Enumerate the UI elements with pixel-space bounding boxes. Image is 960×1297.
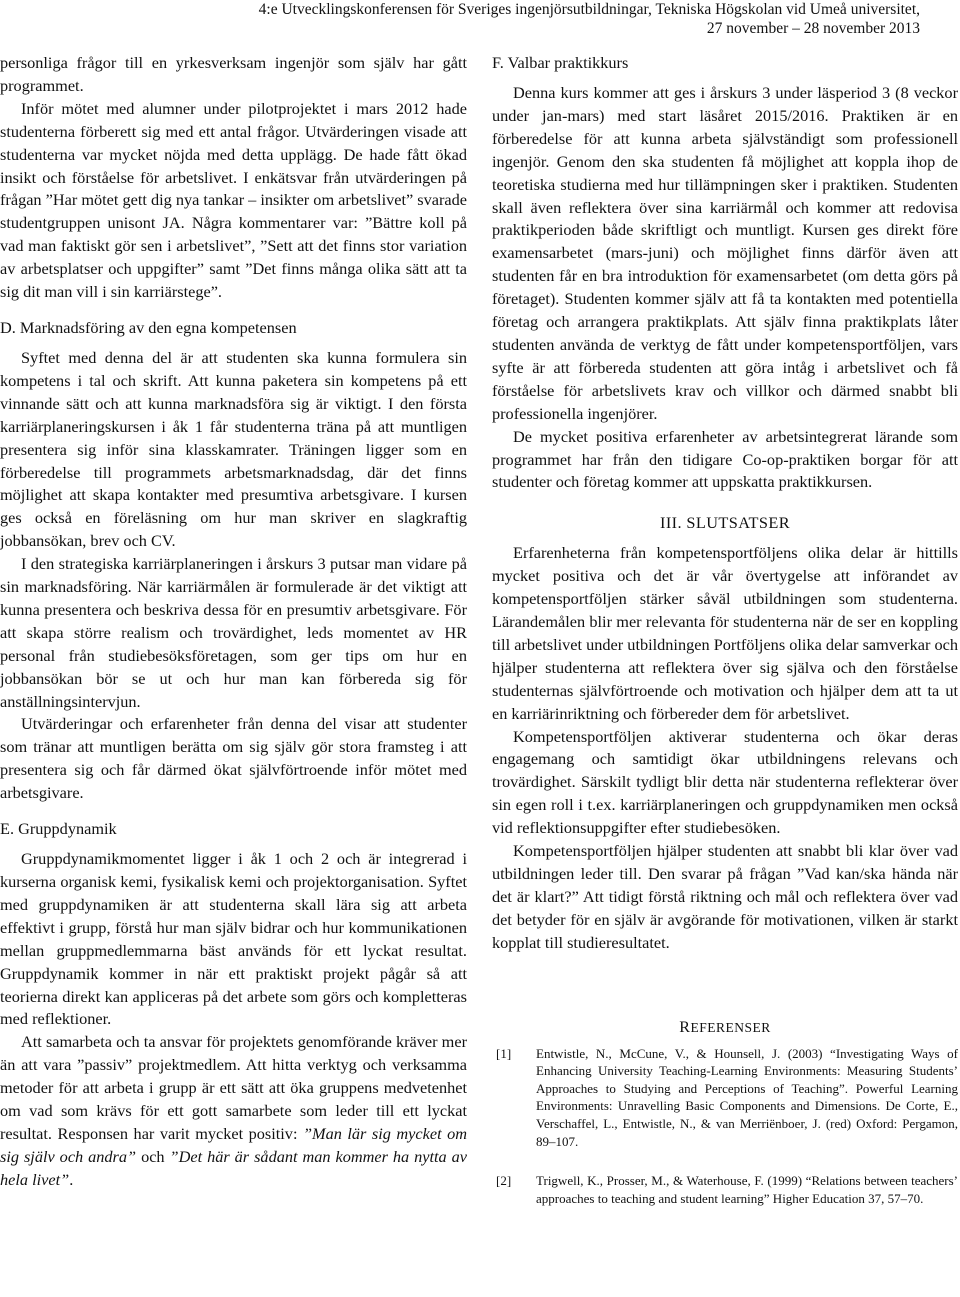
section-heading-conclusions: III. SLUTSATSER <box>660 513 790 533</box>
running-header <box>0 0 960 38</box>
quote-livet: ”Det här är sådant man kommer ha nytta av hela livet” <box>0 1146 467 1189</box>
left-column <box>0 52 467 1192</box>
paragraph-conclusions-2: Kompetensportföljen aktiverar studenterna och ökar deras engagemang och samtidigt ökar utbildningens relevans och trovärdighet. Särskilt tydligt blir detta när studenterna reflekterar över sin egen roll i t.ex. karriärplaneringen och gruppdynamiken men också vid reflektionsuppgifter efter studiebesöken. <box>492 726 958 838</box>
section-heading-e: E. Gruppdynamik <box>0 819 117 839</box>
reference-number: [2] <box>496 1173 512 1189</box>
reference-item <box>492 1045 958 1151</box>
paragraph-marketing-3: Utvärderingar och erfarenheter från denna del visar att studenter som tränar att muntligen berätta om sig själv gör stora framsteg i att presentera sig och får därmed ökat självförtroende inför mötet med arbetsgivare. <box>0 714 467 803</box>
paragraph-marketing-1: Syftet med denna del är att studenten ska kunna formulera sin kompetens i tal och skrift. Att kunna paketera sin kompetens på ett vinnande sätt och att kunna marknadsföra sig är viktigt. I den första karriärplaneringskursen i åk 1 får studenterna träna på att muntligen presentera sig inför sina klasskamrater. Träningen ligger som en förberedelse till programmets arbetsmarknadsdag, där det finns möjlighet att skapa kontakter med presumtiva arbetsgivare. I kursen ges också en föreläsning om hur man skriver en slagkraftig jobbansökan, brev och CV. <box>0 347 467 551</box>
paragraph-alumni-intro: personliga frågor till en yrkesverksam ingenjör som själv har gått programmet. <box>0 53 467 95</box>
paragraph-internship-1: Denna kurs kommer att ges i årskurs 3 under läsperiod 3 (8 veckor under jan-mars) med start läsåret 2015/2016. Praktiken är en förberedelse för att kunna arbeta självständigt som professionell ingenjör. Genom den ska studenten få möjlighet att koppla ihop de teoretiska studierna med hur tillämpningen sker i praktiken. Studenten skall även reflektera över sina karriärmål och kommer att redovisa praktikperioden både skriftligt och muntligt. Kursen ges direkt före examensarbetet (mars-juni) och möjlighet finns därför även att studenten får en bra introduktion för examensarbetet (om detta görs på företaget). Studenten kommer själv att få ta kontakten med potentiella företag och arrangera praktikplats. Att själv finna praktikplats låter studenten använda de verktyg de fått under kompetensportföljen, vars syfte är att förbereda studenten att göra intåg i arbetslivet och få förståelse för arbetslivets krav och villkor och därmed snabbt bli professionella ingenjörer. <box>492 83 958 423</box>
references-heading <box>492 1019 958 1037</box>
paragraph-conclusions-3: Kompetensportföljen hjälper studenten att snabbt bli klar över vad utbildningen leder till. Den svarar på frågan ”Vad kan/ska hända när det är klart?” Att tidigt förstå riktning och mål och reflektera över vad det betyder för en själv är avgörande för motivationen, vilken är starkt kopplat till studieresultatet. <box>492 841 958 952</box>
quote-andra: ”Man lär sig mycket om sig själv och andra” <box>0 1123 467 1166</box>
reference-text: Trigwell, K., Prosser, M., & Waterhouse, F. (1999) “Relations between teachers’ approaches to teaching and student learning” Higher Education 37, 57–70. <box>536 1173 958 1206</box>
section-heading-d: D. Marknadsföring av den egna kompetensen <box>0 317 297 337</box>
references-heading-initial: R <box>679 1018 691 1036</box>
group-dynamics-text: Att samarbeta och ta ansvar för projektets genomförande kräver mer än att vara ”passiv” projektmedlem. Att hitta verktyg och verksamma metoder för att arbeta i grupp är ett sätt att öka gruppens medvetenhet om vad som krävs för ett gott samarbete som leder till ett lyckat resultat. Responsen har varit mycket positiv: <box>0 1032 467 1143</box>
quote-connector: och <box>136 1146 170 1166</box>
paragraph-internship-2: De mycket positiva erfarenheter av arbetsintegrerat lärande som programmet har från den tidigare Co-op-praktiken borgar för att studenter och företag kommer att uppskatta praktikkursen. <box>492 426 958 492</box>
paragraph-end: . <box>69 1169 74 1189</box>
reference-item <box>492 1172 958 1207</box>
reference-text: Entwistle, N., McCune, V., & Hounsell, J. (2003) “Investigating Ways of Enhancing University Teaching-Learning Environments: Measuring Students’ Approaches to Studying and Perceptions of Teaching”. Powerful Learning Environments: Unravelling Basic Components and Dimensions. De Corte, E., Verschaffel, L., Entwistle, N., & van Merriënboer, J. (red) Oxford: Pergamon, 89–107. <box>536 1045 958 1149</box>
right-column <box>492 52 958 1229</box>
paragraph-alumni-evaluation: Inför mötet med alumner under pilotprojektet i mars 2012 hade studenterna förberett sig med ett antal frågor. Utvärderingen visade att studenterna var mycket nöjda med detta upplägg. De hade fått ökad insikt och förståelse för arbetslivet. I enkätsvar från utvärderingen på frågan ”Har mötet gett dig nya tankar – insikter om arbetslivet” svarade studentgruppen unisont JA. Några kommentarer var: ”Bättre koll på vad man faktiskt gör sen i arbetslivet”, ”Sett att det finns stor variation av arbetsplatser och uppgifter” samt ”Det finns många olika sätt att ta sig dit man vill i sin karriärstege”. <box>0 98 468 302</box>
paragraph-conclusions-1: Erfarenheterna från kompetensportföljens olika delar är hittills mycket positiva och det är vår övertygelse att införandet av kompetensportföljen stärker såväl utbildningen som studenterna. Lärandemålen blir mer relevanta för studenterna när de ser en koppling till arbetslivet under utbildningen Portföljens olika delar samverkar och hjälper studenterna att reflektera över sig själva och den förståelse studenternas självförtroende och motivation och hjälper dem att ta ut en karriärinriktning och förbereder dem för arbetslivet. <box>492 543 958 723</box>
paragraph-marketing-2: I den strategiska karriärplaneringen i årskurs 3 putsar man vidare på sin marknadsföring. När karriärmålen är formulerade är det viktigt att kunna presentera och beskriva dessa för en presumtiv arbetsgivare. För att skapa större realism och trovärdighet, leds momentet av HR personal från studiebesöksföretagen, som ger tips om hur en jobbansökan bör se ut och hur man kan förbereda sig för anställningsintervjun. <box>0 554 467 711</box>
header-conference-line: 4:e Utvecklingskonferensen för Sveriges ingenjörsutbildningar, Tekniska Högskolan vid Umeå universitet, <box>258 1 920 18</box>
header-date-line: 27 november – 28 november 2013 <box>706 20 920 37</box>
reference-list <box>492 1045 958 1208</box>
references-heading-rest: EFERENSER <box>690 1019 771 1035</box>
reference-number: [1] <box>496 1045 512 1061</box>
section-heading-f: F. Valbar praktikkurs <box>492 53 629 72</box>
paragraph-group-dynamics-2 <box>0 1031 467 1191</box>
paragraph-group-dynamics-1: Gruppdynamikmomentet ligger i åk 1 och 2 och är integrerad i kurserna organisk kemi, fysikalisk kemi och projektorganisation. Syftet med gruppdynamiken är att studenterna skall lära sig att arbeta effektivt i grupp, förstå hur man själv bidrar och hur kommunikationen mellan gruppmedlemmarna bäst används för ett lyckat resultat. Gruppdynamik kommer in när ett praktiskt projekt pågår så att teorierna direkt kan appliceras på det arbete som görs och kompletteras med reflektioner. <box>0 849 467 1029</box>
